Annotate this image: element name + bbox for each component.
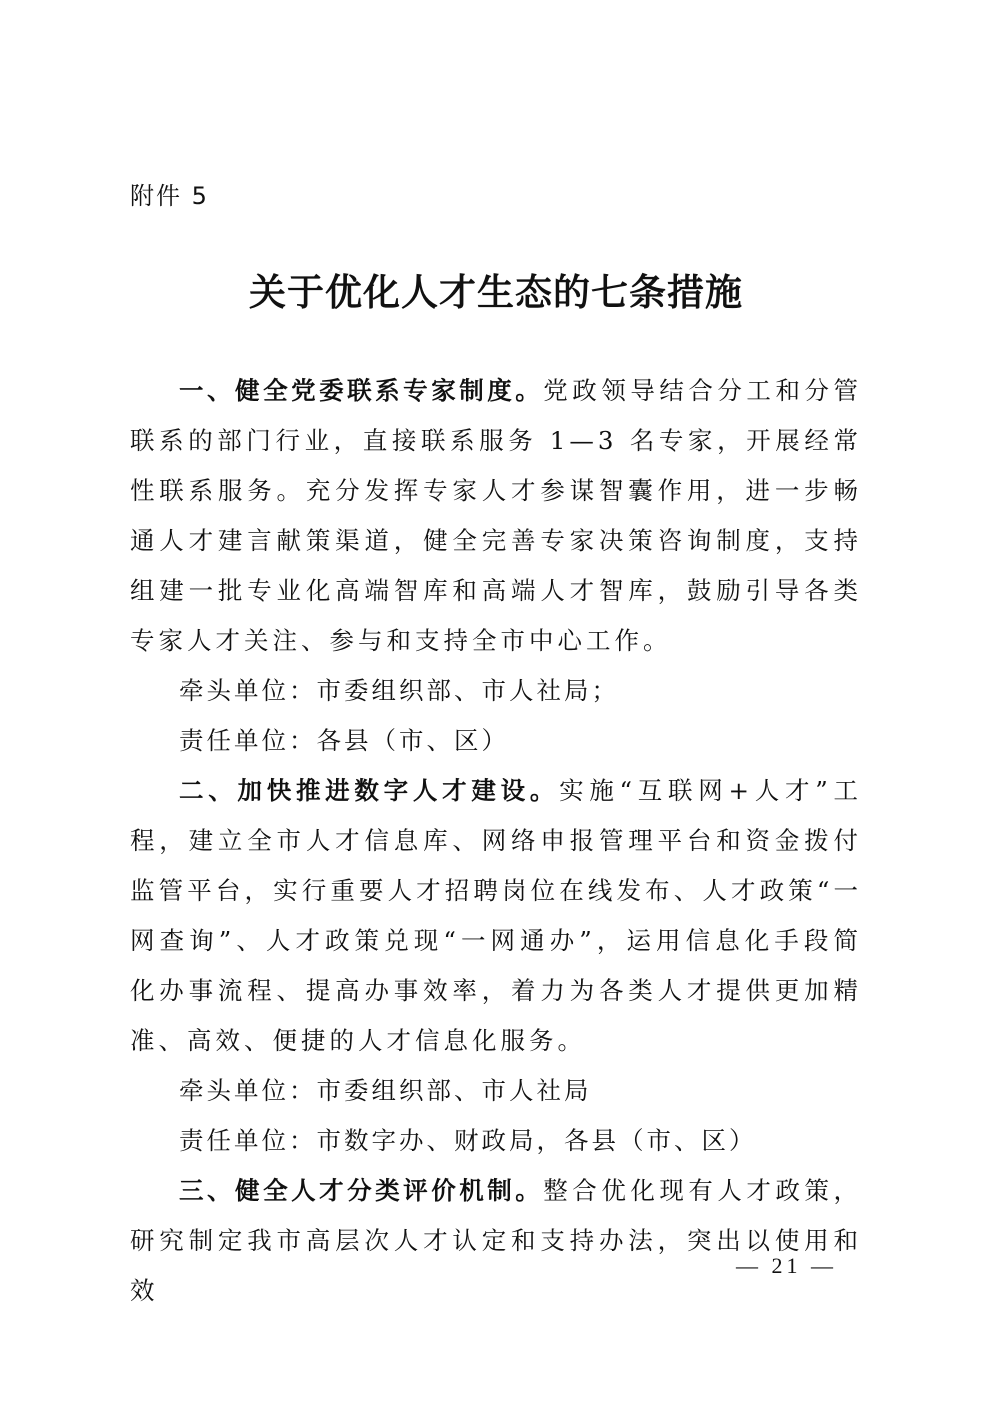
section-heading: 一、健全党委联系专家制度。 [179,376,544,405]
section-text: 党政领导结合分工和分管联系的部门行业，直接联系服务 1—3 名专家，开展经常性联系服务。充分发挥专家人才参谋智囊作用，进一步畅通人才建言献策渠道，健全完善专家决策咨询制度，支持组建一批专业化高端智库和高端人才智库，鼓励引导各类专家人才关注、参与和支持全市中心工作。 [130,376,862,655]
section-text: 整合优化现有人才政策，研究制定我市高层次人才认定和支持办法，突出以使用和效 [130,1176,862,1305]
section-paragraph [130,1166,862,1316]
page-number: — 21 — [736,1253,837,1278]
section-text: 实施“互联网+人才”工程，建立全市人才信息库、网络申报管理平台和资金拨付监管平台，实行重要人才招聘岗位在线发布、人才政策“一网查询”、人才政策兑现“一网通办”，运用信息化手段简化办事流程、提高办事效率，着力为各类人才提供更加精准、高效、便捷的人才信息化服务。 [130,776,863,1055]
section-heading: 三、健全人才分类评价机制。 [179,1176,544,1205]
section-heading: 二、加快推进数字人才建设。 [179,776,560,805]
responsible-unit: 责任单位：各县（市、区） [179,726,509,755]
responsible-unit: 责任单位：市数字办、财政局，各县（市、区） [179,1126,757,1155]
document-title: 关于优化人才生态的七条措施 [249,271,743,314]
lead-unit: 牵头单位：市委组织部、市人社局 [179,1076,592,1105]
section-paragraph [130,366,862,666]
lead-unit: 牵头单位：市委组织部、市人社局； [179,676,619,705]
section-paragraph [130,766,862,1066]
attachment-label: 附件 5 [130,182,209,210]
document-body [130,366,862,1316]
